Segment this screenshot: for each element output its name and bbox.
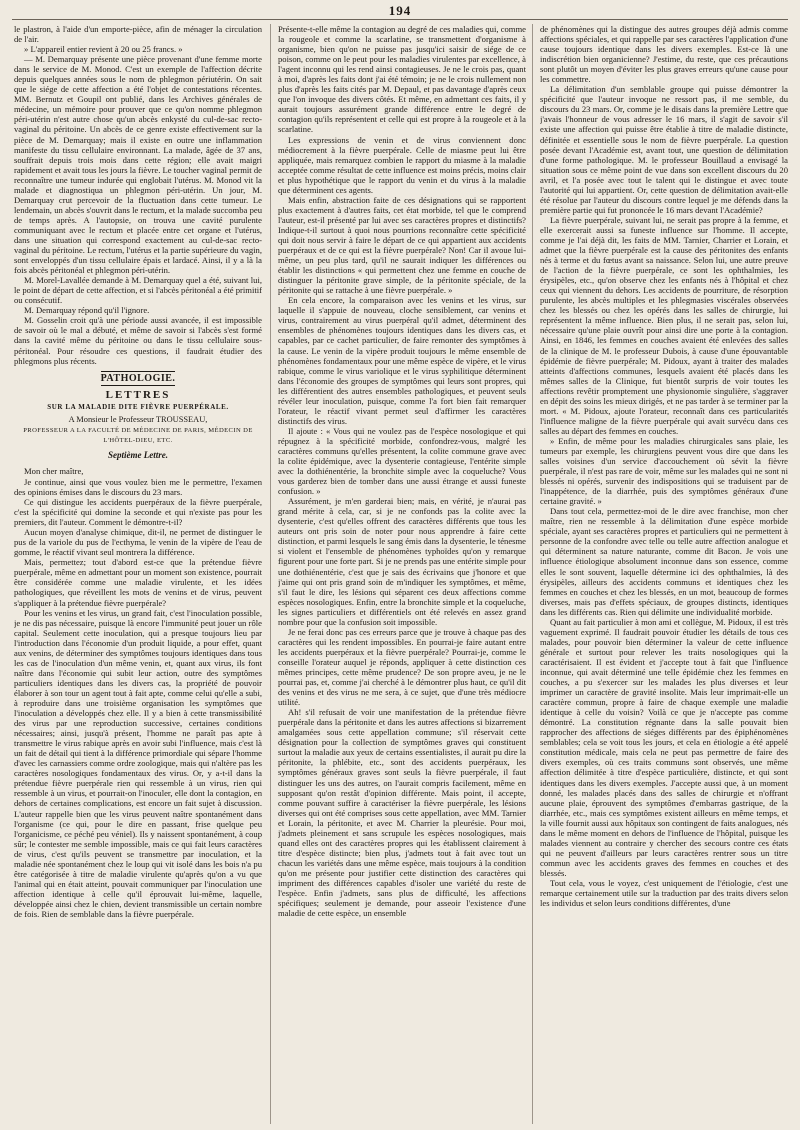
paragraph: Je continue, ainsi que vous voulez bien me le permettre, l'examen des opinions émises dans le discours du 23 mars.	[14, 476, 262, 498]
paragraph: La fièvre puerpérale, suivant lui, ne serait pas propre à la femme, et elle exercerait aussi sa funeste influence sur l'homme. Il accepte, comme je l'ai déjà dit, les faits de MM. Tarnier, Charrier et Lorain, et admet que la fièvre puerpérale est la cause des péritonites des enfants nés à terme et du fœtus avant sa naissance. Selon lui, une autre preuve de l'action de la fièvre puerpérale, ce sont les ophthalmies, les érysipèles, etc., qu'on observe chez les enfants nés à l'hôpital et chez ceux qui viennent du dehors. Les accidents de pourriture, de résorption purulente, les abcès multiples et les phlegmasies viscérales observées chez les blessés ou chez les opérés dans les salles de chirurgie, lui représentent la même influence. Bien plus, il ne serait pas, selon lui, nécessaire qu'une plaie ouvrît pour ainsi dire une porte à la contagion. Ainsi, en 1846, les femmes en couches avaient été enlevées des salles de la clinique de M. le professeur Dubois, à cause d'une épouvantable épidémie de fièvre puerpérale; M. Pidoux, ayant à traiter des malades atteints d'affections communes, lesquels avaient été placés dans les mêmes salles de la Clinique, fut bientôt surpris de voir toutes les affections revêtir promptement une physionomie singulière, s'aggraver en dépit des soins les mieux dirigés, et ne pas tarder à se terminer par la mort. « M. Pidoux, ajoute l'orateur, reconnaît dans ces particularités l'influence maligne de la fièvre puerpérale qui avait survécu dans ces salles au départ des femmes en couches.	[540, 214, 788, 436]
addressee-affiliation: PROFESSEUR A LA FACULTÉ DE MÉDECINE DE PARIS, MÉDECIN DE L'HÔTEL-DIEU, ETC.	[23, 426, 253, 444]
paragraph: Mais enfin, abstraction faite de ces désignations qui se rapportent plus exactement à d'autres faits, cet état morbide, tel que le comprend l'auteur, est-il présenté par lui avec ses caractères propres et distinctifs? Indique-t-il surtout à quoi nous pourrions reconnaître cette spécificité qui doit nous servir à faire le départ de ce qui appartient aux accidents puerpéraux et de ce qui est la fièvre puerpérale? Non! Car il avoue lui-même, un peu plus tard, qu'il ne saurait indiquer les différences ou établir les distinctions « qui permettent chez une femme en couche de distinguer la péritonite grave simple, de la péritonite spéciale, de la péritonite qui se rattache à une fièvre puerpérale. »	[278, 194, 526, 296]
paragraph: Quant au fait particulier à mon ami et collègue, M. Pidoux, il est très vaguement exprimé. Il faudrait pouvoir étudier les détails de tous ces malades, pour pouvoir bien déterminer la valeur de cette influence générale et surtout pour relever les traits nosologiques qui la caractérisaient. Il est évident et j'accepte tout à fait que l'influence inconnue, qui avait déterminé une telle épidémie chez les femmes en couches, a pu s'exercer sur les malades les plus diverses et leur imprimer un caractère de gravité insolite. Mais leur imprimait-elle un caractère commun, propre à faire de chaque exemple une maladie identique à celle du voisin? Voilà ce que je n'accepte pas comme démontré. La constitution régnante dans la salle pouvait bien rapprocher des affections de siéges différents par des épiphénomènes semblables; cela se voit tous les jours, et cela en étiologie a été appelé constitution médicale, mais cela ne peut pas permettre de faire des divers exemples, où ces traits communs sont observés, une même affection délimitée à titre d'espèce particulière, distincte, et qui sont identiques dans les divers exemples. J'accepte aussi que, à un moment donné, les malades placés dans des salles de chirurgie et n'offrant aucune plaie, éprouvent des symptômes d'embarras gastrique, de la diarrhée, etc., mais ces symptômes existent ailleurs en même temps, et la ville fournit aussi aux hôpitaux son contingent de faits analogues, nés dans le même moment en dehors de l'influence de l'hôpital, puisque les malades viennent au contraire y chercher des secours contre ces états qui ne peuvent d'ailleurs par leurs caractères rentrer sous un titre commun avec les accidents graves des femmes en couches et des blessés.	[540, 616, 788, 878]
paragraph: Aucun moyen d'analyse chimique, dit-il, ne permet de distinguer le pus de la variole du pus de l'ecthyma, le venin de la vipère de l'eau de gomme, le réactif vivant seul montrera la différence.	[14, 527, 262, 558]
page-number: 194	[388, 3, 412, 18]
paragraph: Ah! s'il refusait de voir une manifestation de la prétendue fièvre puerpérale dans la péritonite et dans les autres affections si bizarrement amalgamées sous cette appellation commune; s'il réservait cette désignation pour la collection de symptômes graves qui constituent surtout la maladie aux yeux de certains essentialistes, il aurait pu dire la péritonite, la phlébite, etc., sont des accidents puerpéraux, les symptômes généraux graves sont seuls la fièvre puerpérale, il faut distinguer les uns des autres, on l'aurait compris facilement, même en supposant qu'on restât d'opinion différente. Mais point, il accepte, comme pouvant suffire à caractériser la fièvre puerpérale, les lésions diverses qui ont été comprises sous cette appellation, avec MM. Tarnier et Lorain, la péritonite, et avec M. Charrier la pleurésie. Pour moi, j'admets pleinement et sans scrupule les espèces nosologiques, mais quand elles ont des caractères propres qui les établissent clairement à titre d'espèce distincte; bien plus, j'admets tout à fait avec tout un chacun les variétés dans une même espèce, mais toujours à la condition qu'on me présente pour justifier cette distinction des caractères qui impriment des différences capables d'isoler une variété du reste de l'espèce. Enfin j'admets, sans plus de difficulté, les affections spécifiques; seulement je demande, pour asseoir l'existence d'une maladie de cette espèce, un ensemble	[278, 707, 526, 919]
paragraph: Les expressions de venin et de virus conviennent donc médiocrement à la fièvre puerpérale. Celle de miasme peut lui être appliquée, mais remarquez combien le rapport du miasme à la maladie acceptée comme résultat de cette influence est moins précis, moins clair et plus hypothétique que le rapport du venin et du virus à la maladie que déterminent ces agents.	[278, 134, 526, 195]
paragraph: Assurément, je m'en garderai bien; mais, en vérité, je n'aurai pas grand mérite à cela, car, si je ne confonds pas la colite avec la dysenterie, c'est qu'elles offrent des caractères différents que tous les auteurs ont pris soin de noter pour nous apprendre à faire cette distinction, et parmi lesquels le sang émis dans la dysenterie, le ténesme si violent et l'ensemble de phénomènes typhoïdes qu'on y remarque figurent pour une forte part. Si je ne prends pas une entérite simple pour une dothiénentérie, c'est que je sais des écrivains que j'honore et que j'aime qui ont pris grand soin de m'indiquer les symptômes, et même, s'il faut le dire, les lésions qui séparent ces deux affections comme espèces nosologiques. Enfin, entre la bronchite simple et la coqueluche, les signes particuliers et différentiels ont été relevés en assez grand nombre pour que la confusion soit impossible.	[278, 496, 526, 627]
letters-subtitle: SUR LA MALADIE DITE FIÈVRE PUERPÉRALE.	[47, 402, 229, 411]
paragraph: En cela encore, la comparaison avec les venins et les virus, sur laquelle il s'appuie de nouveau, cloche sensiblement, car venins et virus, contrairement au virus puerpéral qu'il admet, déterminent des ensembles de phénomènes toujours identiques dans les divers cas, et capables, par ce cachet particulier, de faire remonter des symptômes à la cause. Le venin de la vipère produit toujours le même ensemble de phénomènes fondamentaux pour une même espèce de vipère, et le virus rabique, comme le virus variolique et le virus syphilitique déterminent dans l'économie des groupes de symptômes qui leurs sont propres, qui les différentient des autres ensembles pathologiques, et peuvent seuls révéler leur inoculation, puisque, comme l'a fort bien fait remarquer l'orateur, le réactif vivant permet seul d'affirmer les caractères distinctifs des virus.	[278, 295, 526, 426]
column-3	[540, 24, 788, 1124]
column-1	[14, 24, 262, 1124]
addressee: A Monsieur le Professeur TROUSSEAU,	[68, 414, 208, 424]
paragraph: La délimitation d'un semblable groupe qui puisse démontrer la spécificité que l'auteur invoque ne ressort pas, il me semble, du discours du 23 mars. Or, comme je le disais dans la première Lettre que j'avais l'honneur de vous adresser le 16 mars, il s'agit de savoir s'il existe une affection qui puisse être établie à titre de maladie distincte, définitée et essentielle sous le nom de fièvre puerpérale. La question posée devant l'Académie est, avant tout, une question de délimitation d'une forme pathologique. M. le professeur Bouillaud a envisagé la situation sous ce même point de vue dans son excellent discours du 20 avril, et l'a posée avec tout le talent qui le distingue et avec toute l'autorité qui lui appartient. Or, cette question de délimitation avait-elle été résolue par l'auteur du discours contre lequel je me défends dans la première partie qui fut prononcée le 16 mars devant l'Académie?	[540, 84, 788, 215]
column-divider	[532, 24, 533, 1124]
paragraph: de phénomènes qui la distingue des autres groupes déjà admis comme affections spéciales, et qui rappelle par ses caractères l'application d'une cause toujours identique dans les divers exemples. Est-ce là une indiscrétion bien organicienne? J'estime, du reste, que ces précautions sont plutôt un moyen d'éviter les plus graves erreurs qu'une cause pour les commettre.	[540, 24, 788, 85]
paragraph: Ce qui distingue les accidents puerpéraux de la fièvre puerpérale, c'est la spécificité qui domine la seconde et qui n'existe pas pour les premiers, dit l'auteur. Comment le démontre-t-il?	[14, 497, 262, 528]
letter-number: Septième Lettre.	[108, 449, 168, 460]
section-title	[14, 374, 262, 384]
paragraph: M. Demarquay répond qu'il l'ignore.	[24, 305, 150, 316]
header-rule	[12, 19, 788, 20]
salutation: Mon cher maître,	[24, 465, 84, 476]
column-2	[278, 24, 526, 1124]
paragraph: Tout cela, vous le voyez, c'est uniquement de l'étiologie, c'est une remarque certainement utile sur la traduction par des traits divers selon les individus et selon leurs conditions différentes, d'une	[540, 877, 788, 909]
paragraph: Dans tout cela, permettez-moi de le dire avec franchise, mon cher maître, rien ne ressemble à la délimitation d'une espèce morbide spéciale, ayant ses caractères propres et particuliers qui ne permettent à personne de la confondre avec telle ou telle autre affection analogue et qui déterminent sa nature naturante, comme dit Bacon. Je vois une influence étiologique absolument inconnue dans son essence, comme elles le sont souvent, laquelle détermine ici des ophthalmies, là des érysipèles, ailleurs des accidents communs et identiques chez les femmes en couches et chez les blessés, en un mot, beaucoup de formes diverses, mais pas d'effets spéciaux, de groupes distincts, identiques dans les différents cas. Rien qui délimite une individualité morbide.	[540, 506, 788, 617]
column-divider	[270, 24, 271, 1124]
paragraph: Mais, permettez; tout d'abord est-ce que la prétendue fièvre puerpérale, même en admettant pour un moment son existence, pourrait être considérée comme une maladie virulente, et les idées pathologiques, que réveillent les mots de venins et de virus, peuvent s'appliquer à la prétendue fièvre puerpérale?	[14, 557, 262, 608]
paragraph: Pour les venins et les virus, un grand fait, c'est l'inoculation possible, je ne dis pas nécessaire, puisque là encore l'immunité peut jouer un rôle capital. Seulement cette inoculation, qui a presque toujours lieu par l'introduction dans l'économie d'un produit liquide, a pour effet, quant aux venins, de déterminer des symptômes toujours identiques dans tous les cas de l'inoculation d'un même venin, et, quant aux virus, ils font naître dans l'économie qui subit leur action, outre des symptômes particuliers identiques dans les divers cas, la propriété de pouvoir élaborer à son tour un agent tout à fait apte, comme celui qu'elle a subi, à reproduire dans une troisième organisation les symptômes que l'inoculation a développés chez elle. Il y a bien à cette transmissibilité des virus par une reproduction successive, certaines conditions nécessaires; ainsi, jusqu'à présent, l'homme ne paraît pas apte à transmettre le virus rabique après en avoir subi l'influence, mais c'est là un fait de détail qui tient à la différence primordiale qui sépare l'homme d'avec les carnassiers comme ordre zoologique, mais qui n'altère pas les caractères nosologiques fondamentaux des virus. Or, y a-t-il dans la prétendue fièvre puerpérale rien qui ressemble à un virus, rien qui ressemble à un virus, et pourrait-on l'inoculer, elle dont la contagion, en dehors de certaines complications, est encore un fait sujet à discussion. L'auteur rappelle bien que les virus peuvent naître spontanément dans l'organisme (ce qui, pour le dire en passant, frise quelque peu l'organicisme, ce péché peu véniel). Ils y naissent spontanément, à coup sûr; le contester me semble impossible, mais ce qui fait leurs caractères de virus, c'est qu'ils peuvent se transmettre par inoculation, et la maladie née spontanément chez le loup qui vit isolé dans les bois n'a pu être catégorisée à titre de maladie virulente qu'après qu'on a vu que l'animal qui en était atteint, pouvait communiquer par l'inoculation une affection identique à celle qu'il éprouvait lui-même, laquelle, développée ainsi chez le chien, devient transmissible un certain nombre de fois. Rien de semblable dans la fièvre puerpérale.	[14, 607, 262, 919]
paragraph: le plastron, à l'aide d'un emporte-pièce, afin de ménager la circulation de l'air.	[14, 24, 262, 45]
paragraph: Il ajoute : « Vous qui ne voulez pas de l'espèce nosologique et qui répugnez à la spécificité morbide, confondrez-vous, malgré les caractères communs qu'elles présentent, la colite commune grave avec la colite épidémique, avec la dysenterie contagieuse, l'entérite simple avec la dothiénentérie, la bronchite simple avec la coqueluche? Vous vous garderez bien de tomber dans une aussi étrange et aussi funeste confusion. »	[278, 425, 526, 497]
paragraph: » Enfin, de même pour les maladies chirurgicales sans plaie, les tumeurs par exemple, les chirurgiens peuvent vous dire que dans les salles voisines d'un service d'accouchement où sévit la fièvre puerpérale, il n'est pas rare de voir, même sur les malades qui ne sont ni blessés ni opérés, survenir des indispositions qui se traduisent par de l'inappétence, de la diarrhée, puis des symptômes généraux d'une certaine gravité. »	[540, 435, 788, 507]
letters-title: LETTRES	[105, 388, 171, 401]
paragraph: » L'appareil entier revient à 20 ou 25 francs. »	[24, 44, 183, 55]
paragraph: M. Gosselin croit qu'à une période aussi avancée, il est impossible de savoir où le mal a débuté, et même de savoir si l'abcès s'est formé dans la cavité même du péritoine ou dans le tissu cellulaire sous-péritonéal. Pour résoudre ces questions, il faudrait étudier des phlegmons plus récents.	[14, 315, 262, 366]
paragraph: Je ne ferai donc pas ces erreurs parce que je trouve à chaque pas des caractères qui les rendent impossibles. En pourrai-je faire autant entre les accidents puerpéraux et la fièvre puerpérale? Pourrai-je, comme le conseille l'orateur auquel je réponds, appliquer à cette distinction ces mêmes principes, cette même prudence? De son propre aveu, je ne le pourrai pas, et, comme j'ai cherché à le démontrer plus haut, ce qu'il dit des venins et des virus ne me sera, à ce sujet, que d'une très médiocre utilité.	[278, 626, 526, 708]
paragraph: — M. Demarquay présente une pièce provenant d'une femme morte dans le service de M. Monod. C'est un exemple de l'affection décrite depuis quelques années sous le nom de phlegmon périutérin. On sait que le siége de cette affection a été l'objet de contestations récentes. MM. Bernutz et Goupil ont publié, dans les Archives générales de médecine, un mémoire pour prouver que ce qu'on nomme phlegmon péri-utérin n'est autre chose qu'un abcès enkysté du cul-de-sac recto-vaginal du péritoine. Un abcès de ce genre existe effectivement sur la pièce de M. Demarquay; mais il existe en outre une inflammation manifeste du tissu cellulaire environnant. La malade, âgée de 37 ans, souffrait depuis trois mois dans cette région; elle avait maigri rapidement et avait tous les jours la fièvre. Le toucher vaginal permit de reconnaître une tumeur indurée qui englobait l'utérus. M. Monod vit la malade et diagnostiqua un phlegmon péri-utérin. Un jour, M. Demarquay crut percevoir de la fluctuation dans cette tumeur. Le lendemain, un abcès s'ouvrit dans le rectum, et la malade succomba peu de temps après. A l'autopsie, on trouva une cavité purulente communiquant avec le rectum et placée entre cet organe et l'utérus, dans une situation qui correspond exactement au cul-de-sac recto-vaginal du péritoine. Le rectum, l'utérus et la partie supérieure du vagin, sont enveloppés d'un tissu cellulaire épais et lardacé. Ainsi, il y a là la fois abcès péritonéal et phlegmon péri-utérin.	[14, 54, 262, 276]
paragraph: Présente-t-elle même la contagion au degré de ces maladies qui, comme la rougeole et comme la scarlatine, se transmettent d'organisme à organisme, bien qu'on ne puisse pas jusqu'ici saisir de siége de ce poison, comme on le peut pour les maladies virulentes par excellence, à l'agent inconnu qui les rend ainsi contagieuses. Je ne le crois pas, quant à moi, d'après les faits dont j'ai été témoin; je ne le crois nullement non plus d'après les faits cités par M. Depaul, et pas davantage d'après ceux que l'on invoque des divers côtés. Et même, en admettant ces faits, il y aurait toujours assurément grande différence entre le degré de contagion qu'ils représentent et celle qui est propre à la rougeole et à la scarlatine.	[278, 24, 526, 135]
section-title-text: PATHOLOGIE.	[100, 372, 176, 384]
paragraph: M. Morel-Lavallée demande à M. Demarquay quel a été, suivant lui, le point de départ de cette affection, et si l'abcès péritonéal a été primitif ou consécutif.	[14, 275, 262, 306]
